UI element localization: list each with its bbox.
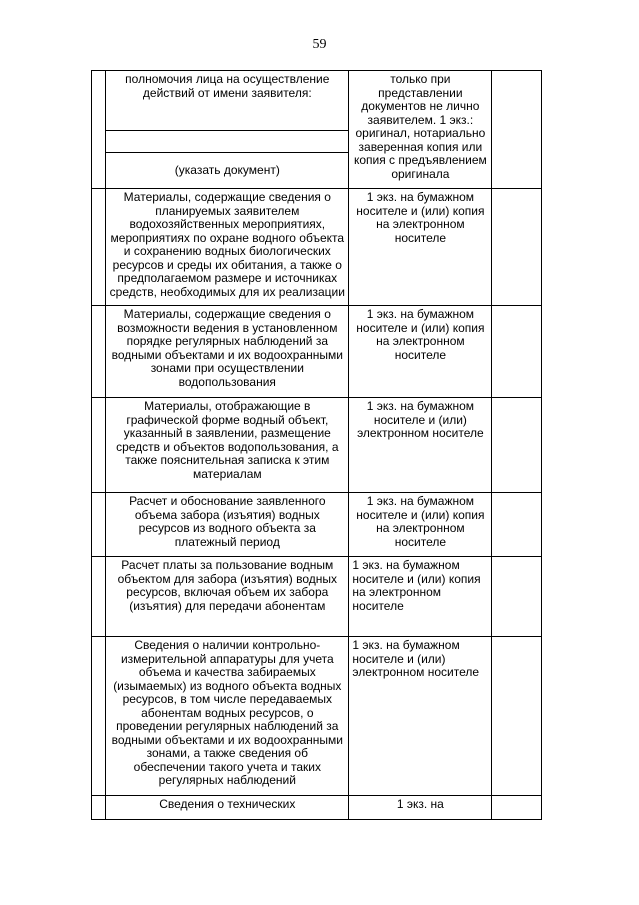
note-cell <box>492 637 542 796</box>
form-cell: 1 экз. на бумажном носителе и (или) копия на электронном носителе <box>349 306 492 398</box>
note-cell <box>492 189 542 306</box>
table-row <box>92 306 542 398</box>
table-row <box>92 493 542 557</box>
documents-table <box>91 70 542 820</box>
document-cell: Сведения о технических <box>106 796 349 820</box>
note-cell <box>492 796 542 820</box>
table-row <box>92 557 542 637</box>
document-hint-cell: (указать документ) <box>106 153 349 189</box>
document-cell: Материалы, отображающие в графической форме водный объект, указанный в заявлении, размещение средств и объектов водопользования, а также пояснительная записка к этим материалам <box>106 398 349 493</box>
form-cell: 1 экз. на бумажном носителе и (или) копия на электронном носителе <box>349 493 492 557</box>
row-number-cell <box>92 398 106 493</box>
table-row <box>92 398 542 493</box>
note-cell <box>492 398 542 493</box>
row-number-cell <box>92 189 106 306</box>
document-cell: Расчет платы за пользование водным объектом для забора (изъятия) водных ресурсов, включая объем их забора (изъятия) для передачи абонентам <box>106 557 349 637</box>
note-cell <box>492 306 542 398</box>
document-cell: Расчет и обоснование заявленного объема забора (изъятия) водных ресурсов из водного объекта за платежный период <box>106 493 349 557</box>
form-cell: 1 экз. на бумажном носителе и (или) копия на электронном носителе <box>349 557 492 637</box>
row-number-cell <box>92 493 106 557</box>
row-number-cell <box>92 306 106 398</box>
form-cell: 1 экз. на бумажном носителе и (или) электронном носителе <box>349 398 492 493</box>
note-cell <box>492 71 542 189</box>
row-number-cell <box>92 71 106 189</box>
page-number: 59 <box>312 37 327 52</box>
form-cell: 1 экз. на <box>349 796 492 820</box>
document-cell: Сведения о наличии контрольно-измерительной аппаратуры для учета объема и качества забираемых (изымаемых) из водного объекта водных ресурсов, в том числе передаваемых абонентам водных ресурсов, о проведении регулярных наблюдений за водными объектами и их водоохранными зонами, а также сведения об обеспечении такого учета и таких регулярных наблюдений <box>106 637 349 796</box>
document-cell: полномочия лица на осуществление действий от имени заявителя: <box>106 71 349 131</box>
table-row <box>92 637 542 796</box>
document-blank-cell <box>106 131 349 153</box>
document-cell: Материалы, содержащие сведения о планируемых заявителем водохозяйственных мероприятиях, мероприятиях по охране водного объекта и сохранению водных биологических ресурсов и среды их обитания, а также о предполагаемом размере и источниках средств, необходимых для их реализации <box>106 189 349 306</box>
document-cell: Материалы, содержащие сведения о возможности ведения в установленном порядке регулярных наблюдений за водными объектами и их водоохранными зонами при осуществлении водопользования <box>106 306 349 398</box>
note-cell <box>492 493 542 557</box>
table-row <box>92 71 542 131</box>
row-number-cell <box>92 557 106 637</box>
row-number-cell <box>92 796 106 820</box>
table-row <box>92 796 542 820</box>
form-cell: 1 экз. на бумажном носителе и (или) копия на электронном носителе <box>349 189 492 306</box>
table-row <box>92 189 542 306</box>
form-cell: 1 экз. на бумажном носителе и (или) электронном носителе <box>349 637 492 796</box>
note-cell <box>492 557 542 637</box>
row-number-cell <box>92 637 106 796</box>
form-cell: только при представлении документов не лично заявителем. 1 экз.: оригинал, нотариально заверенная копия или копия с предъявлением оригинала <box>349 71 492 189</box>
